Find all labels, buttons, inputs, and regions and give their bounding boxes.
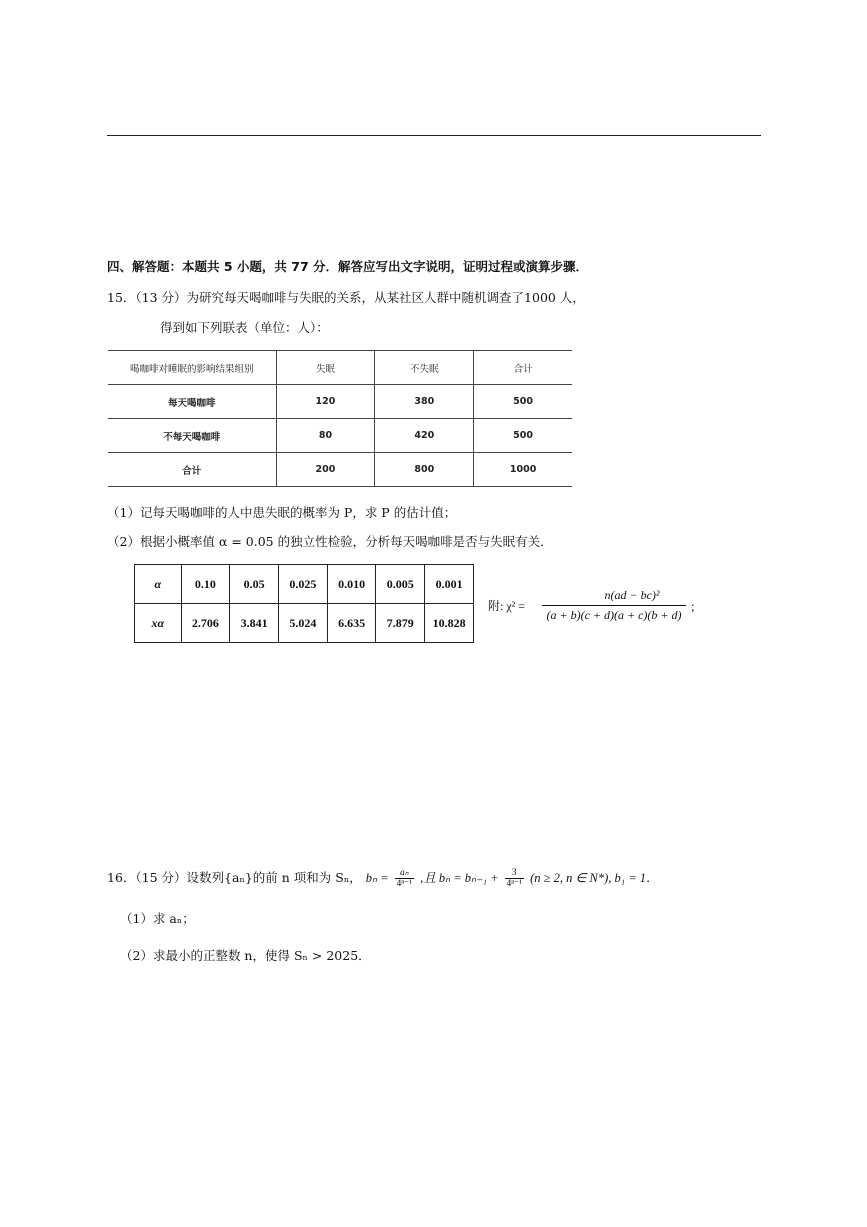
table-cell: 0.10 (181, 565, 230, 604)
table-cell: 合计 (108, 453, 276, 487)
bn-fraction (395, 868, 415, 889)
table-cell: 每天喝咖啡 (108, 385, 276, 419)
contingency-table (108, 350, 572, 487)
formula-lhs: 附: χ² = (488, 599, 526, 613)
bn-lhs: bₙ = (365, 871, 389, 885)
table-header-cell: 合计 (474, 351, 572, 385)
table-header-cell: 不失眠 (375, 351, 474, 385)
section-heading: 四、解答题：本题共 5 小题，共 77 分．解答应写出文字说明，证明过程或演算步骤． (107, 259, 589, 274)
table-cell: 380 (375, 385, 474, 419)
table-cell: 500 (474, 385, 572, 419)
table-header-cell: 喝咖啡对睡眠的影响结果组别 (108, 351, 276, 385)
q16-stem-prefix: 16．（15 分）设数列{aₙ}的前 n 项和为 Sₙ， (107, 870, 362, 885)
table-cell: 80 (276, 419, 375, 453)
q16-part2: （2）求最小的正整数 n，使得 Sₙ > 2025． (120, 948, 371, 963)
table-cell: 6.635 (327, 604, 376, 643)
table-cell: 1000 (474, 453, 572, 487)
alpha-label: α (135, 565, 182, 604)
table-row (108, 453, 572, 487)
recurrence-numerator: 3 (505, 868, 525, 879)
table-cell: 不每天喝咖啡 (108, 419, 276, 453)
table-cell: 5.024 (279, 604, 328, 643)
formula-tail: ； (690, 600, 703, 614)
bn-denominator: 4ⁿ⁻¹ (396, 879, 413, 889)
table-row (108, 385, 572, 419)
table-cell: 7.879 (376, 604, 425, 643)
critical-value-table (134, 564, 474, 643)
table-header-cell: 失眠 (276, 351, 375, 385)
recurrence-prefix: ,且 bₙ = bₙ₋₁ + (420, 871, 499, 885)
q16-stem (107, 868, 659, 889)
bn-numerator: aₙ (395, 868, 415, 879)
q15-stem-line2: 得到如下列联表（单位：人）： (160, 320, 329, 335)
table-cell: 0.005 (376, 565, 425, 604)
table-cell: 10.828 (425, 604, 474, 643)
table-cell: 120 (276, 385, 375, 419)
header-rule (107, 135, 761, 136)
table-row (108, 419, 572, 453)
recurrence-fraction (505, 868, 525, 889)
table-cell: 500 (474, 419, 572, 453)
q15-stem-line1: 15．（13 分）为研究每天喝咖啡与失眠的关系，从某社区人群中随机调查了1000 人， (107, 290, 585, 305)
table-cell: 0.001 (425, 565, 474, 604)
table-cell: 800 (375, 453, 474, 487)
recurrence-suffix: (n ≥ 2, n ∈ N*), b₁ = 1． (530, 871, 659, 885)
table-cell: 200 (276, 453, 375, 487)
formula-denominator: (a + b)(c + d)(a + c)(b + d) (546, 608, 682, 622)
table-cell: 2.706 (181, 604, 230, 643)
table-cell: 0.025 (279, 565, 328, 604)
q15-part1: （1）记每天喝咖啡的人中患失眠的概率为 P，求 P 的估计值； (107, 505, 457, 520)
table-cell: 420 (375, 419, 474, 453)
table-cell: 3.841 (230, 604, 279, 643)
q15-part2: （2）根据小概率值 α = 0.05 的独立性检验，分析每天喝咖啡是否与失眠有关． (107, 534, 553, 549)
table-row (135, 565, 474, 604)
table-row (108, 351, 572, 385)
fraction-bar (542, 605, 686, 606)
table-cell: 0.05 (230, 565, 279, 604)
recurrence-denominator: 4ⁿ⁻¹ (506, 879, 523, 889)
table-cell: 0.010 (327, 565, 376, 604)
q16-part1: （1）求 aₙ； (120, 911, 195, 926)
x-alpha-label: xα (135, 604, 182, 643)
table-row (135, 604, 474, 643)
formula-numerator: n(ad − bc)² (604, 588, 660, 602)
